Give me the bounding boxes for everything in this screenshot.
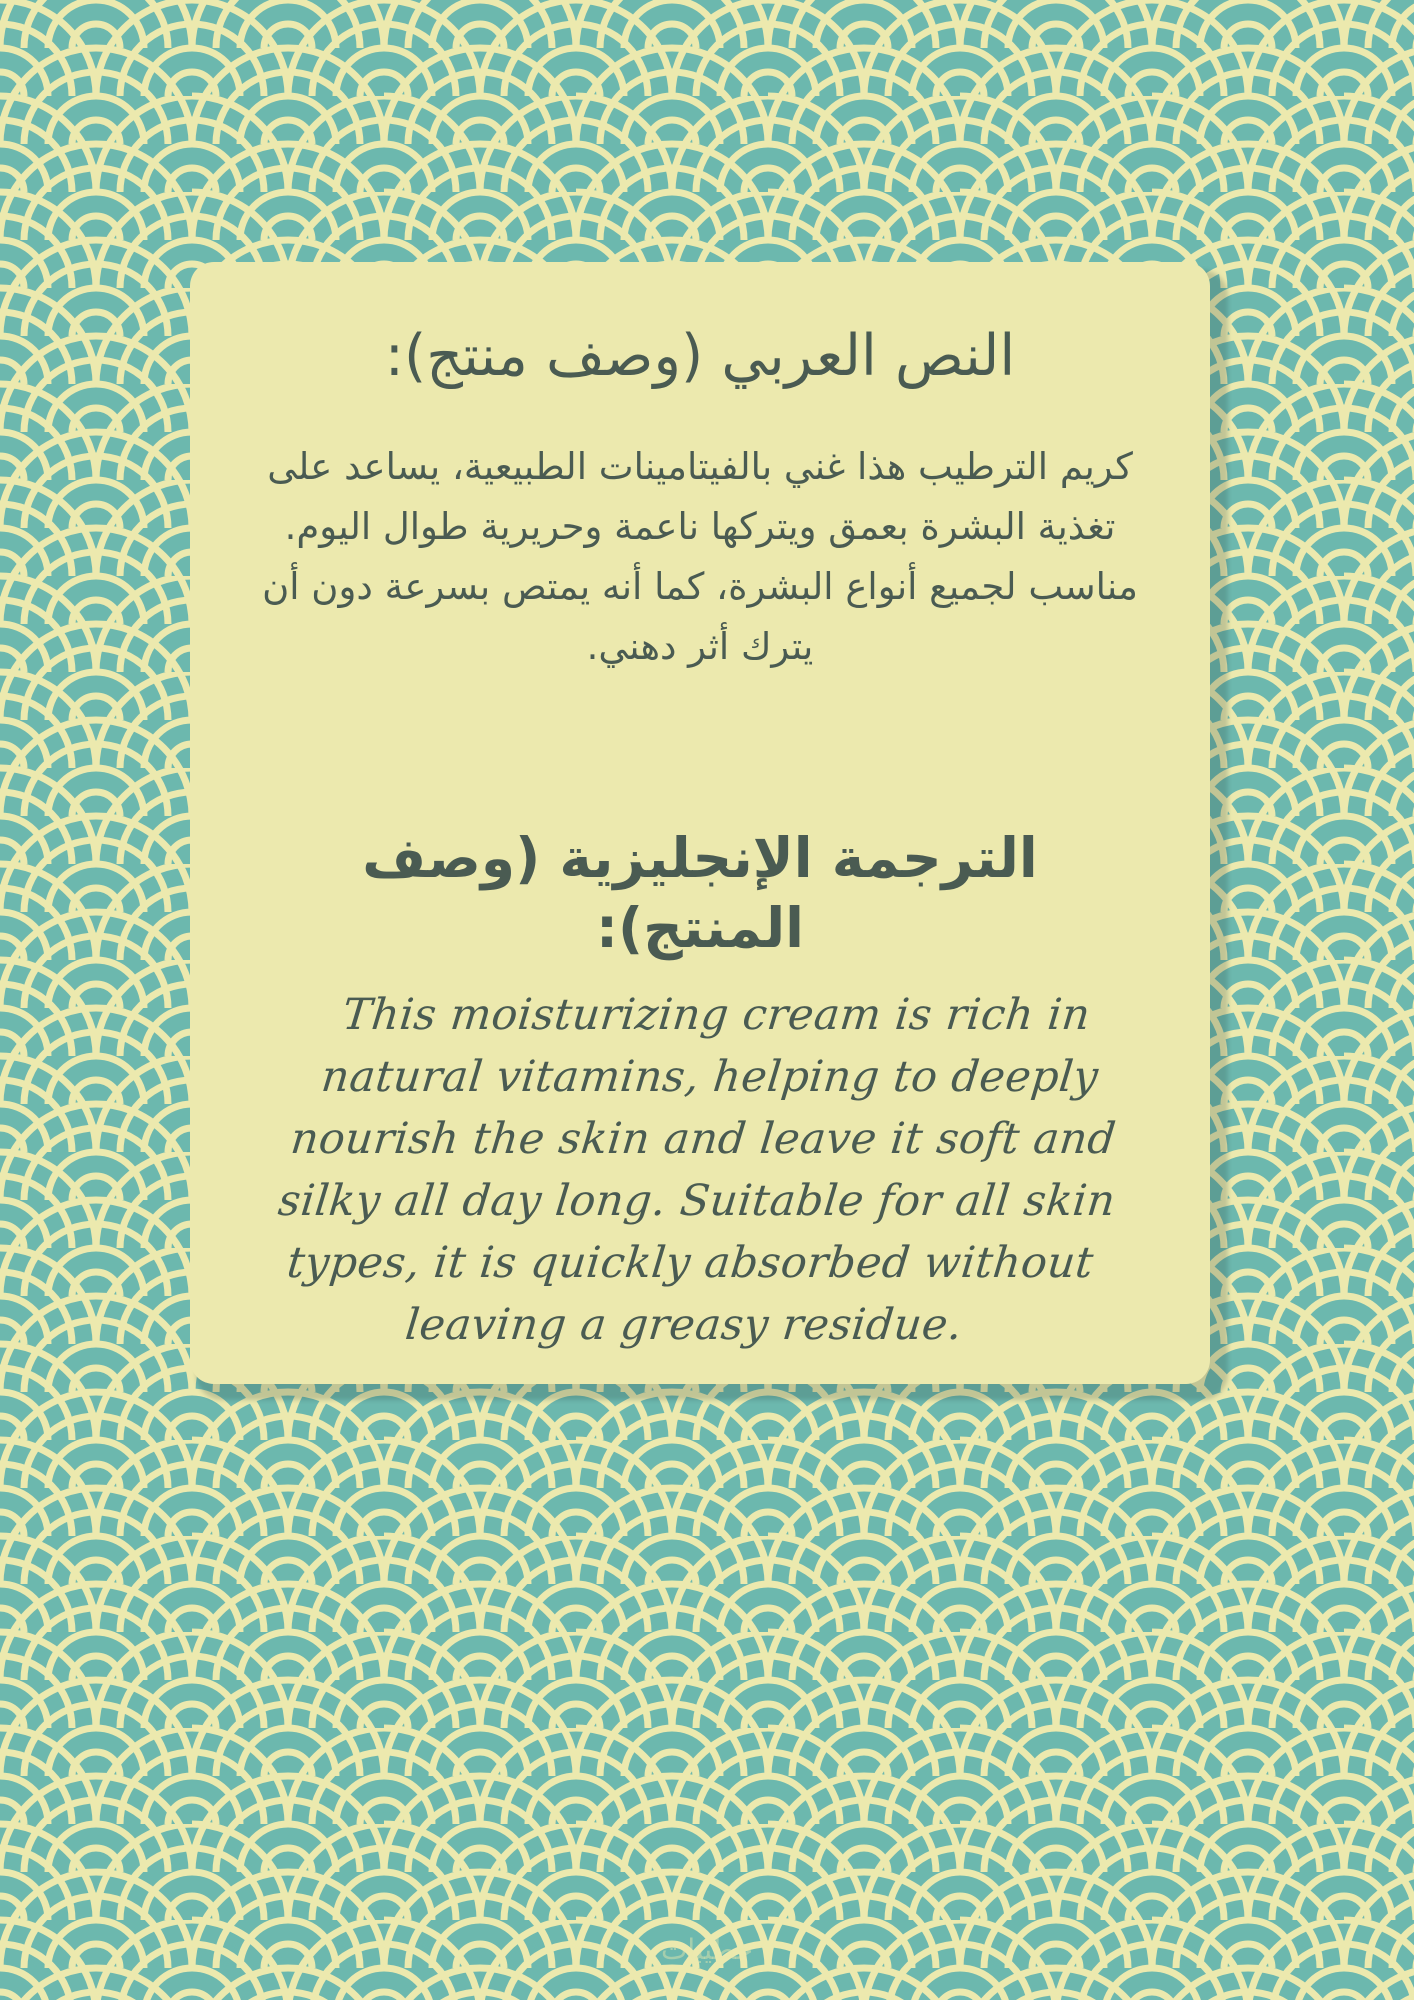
section-divider-space xyxy=(254,677,1146,823)
arabic-heading: النص العربي (وصف منتج): xyxy=(384,323,1016,389)
english-body-text: This moisturizing cream is rich in natural vitamins, helping to deeply nourish the skin and leave it soft and silky all day long. Suitable for all skin types, it is quickly absorbed without leaving a greasy residue. xyxy=(275,990,1119,1351)
content-card xyxy=(190,262,1210,1384)
arabic-body-text: كريم الترطيب هذا غني بالفيتامينات الطبيعية، يساعد على تغذية البشرة بعمق ويتركها ناعمة وحريرية طوال اليوم. مناسب لجميع أنواع البشرة، كما أنه يمتص بسرعة دون أن يترك أثر دهني. xyxy=(262,444,1138,668)
english-translation-heading: الترجمة الإنجليزية (وصف المنتج): xyxy=(362,825,1038,961)
watermark-text: خطيبات xyxy=(660,1933,754,1966)
